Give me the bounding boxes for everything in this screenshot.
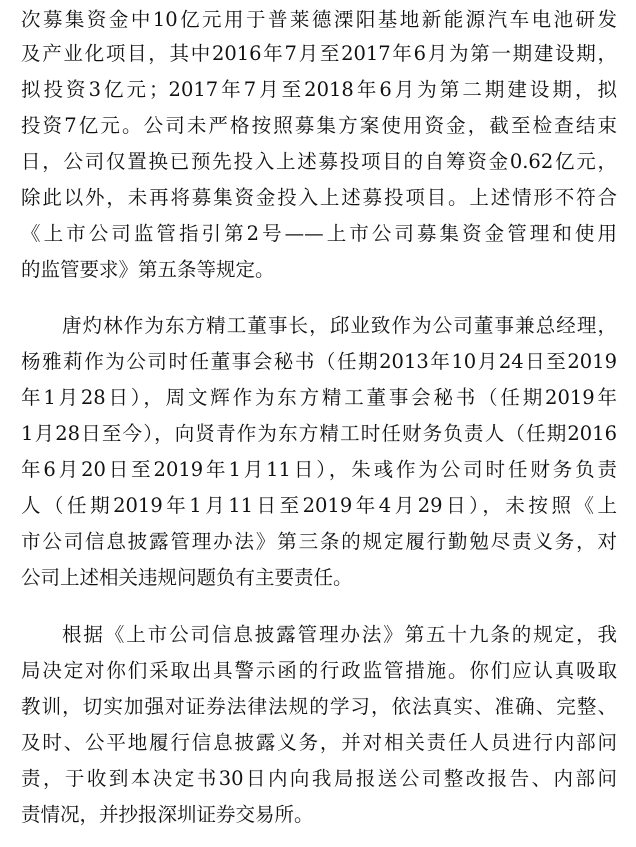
text-line: 责，于收到本决定书30日内向我局报送公司整改报告、内部问 (21, 767, 617, 790)
text-line: 除此以外，未再将募集资金投入上述募投项目。上述情形不符合 (21, 186, 617, 209)
text-line: 年1月28日），周文辉作为东方精工董事会秘书（任期2019年 (21, 386, 617, 409)
text-line: 1月28日至今），向贤青作为东方精工时任财务负责人（任期2016 (21, 422, 617, 445)
text-line: 根据《上市公司信息披露管理办法》第五十九条的规定，我 (62, 623, 617, 646)
text-line: 教训，切实加强对证券法律法规的学习，依法真实、准确、完整、 (21, 695, 617, 718)
text-line: 杨雅莉作为公司时任董事会秘书（任期2013年10月24日至2019 (21, 350, 617, 373)
text-line: 投资7亿元。公司未严格按照募集方案使用资金，截至检查结束 (21, 114, 617, 137)
text-line: 人（任期2019年1月11日至2019年4月29日），未按照《上 (21, 494, 617, 517)
text-line: 局决定对你们采取出具警示函的行政监管措施。你们应认真吸取 (21, 659, 617, 682)
text-line: 公司上述相关违规问题负有主要责任。 (21, 566, 353, 589)
text-line: 的监管要求》第五条等规定。 (21, 258, 275, 281)
text-line: 《上市公司监管指引第2号——上市公司募集资金管理和使用 (21, 222, 617, 245)
text-line: 市公司信息披露管理办法》第三条的规定履行勤勉尽责义务，对 (21, 530, 617, 553)
text-line: 拟投资3亿元；2017年7月至2018年6月为第二期建设期，拟 (21, 78, 617, 101)
text-line: 年6月20日至2019年1月11日），朱彧作为公司时任财务负责 (21, 458, 617, 481)
text-line: 责情况，并抄报深圳证券交易所。 (21, 803, 314, 826)
text-line: 次募集资金中10亿元用于普莱德溧阳基地新能源汽车电池研发 (21, 8, 617, 31)
text-line: 及时、公平地履行信息披露义务，并对相关责任人员进行内部问 (21, 731, 617, 754)
text-line: 日，公司仅置换已预先投入上述募投项目的自筹资金0.62亿元， (21, 150, 617, 173)
text-line: 及产业化项目，其中2016年7月至2017年6月为第一期建设期， (21, 42, 617, 65)
text-line: 唐灼林作为东方精工董事长，邱业致作为公司董事兼总经理， (62, 314, 617, 337)
